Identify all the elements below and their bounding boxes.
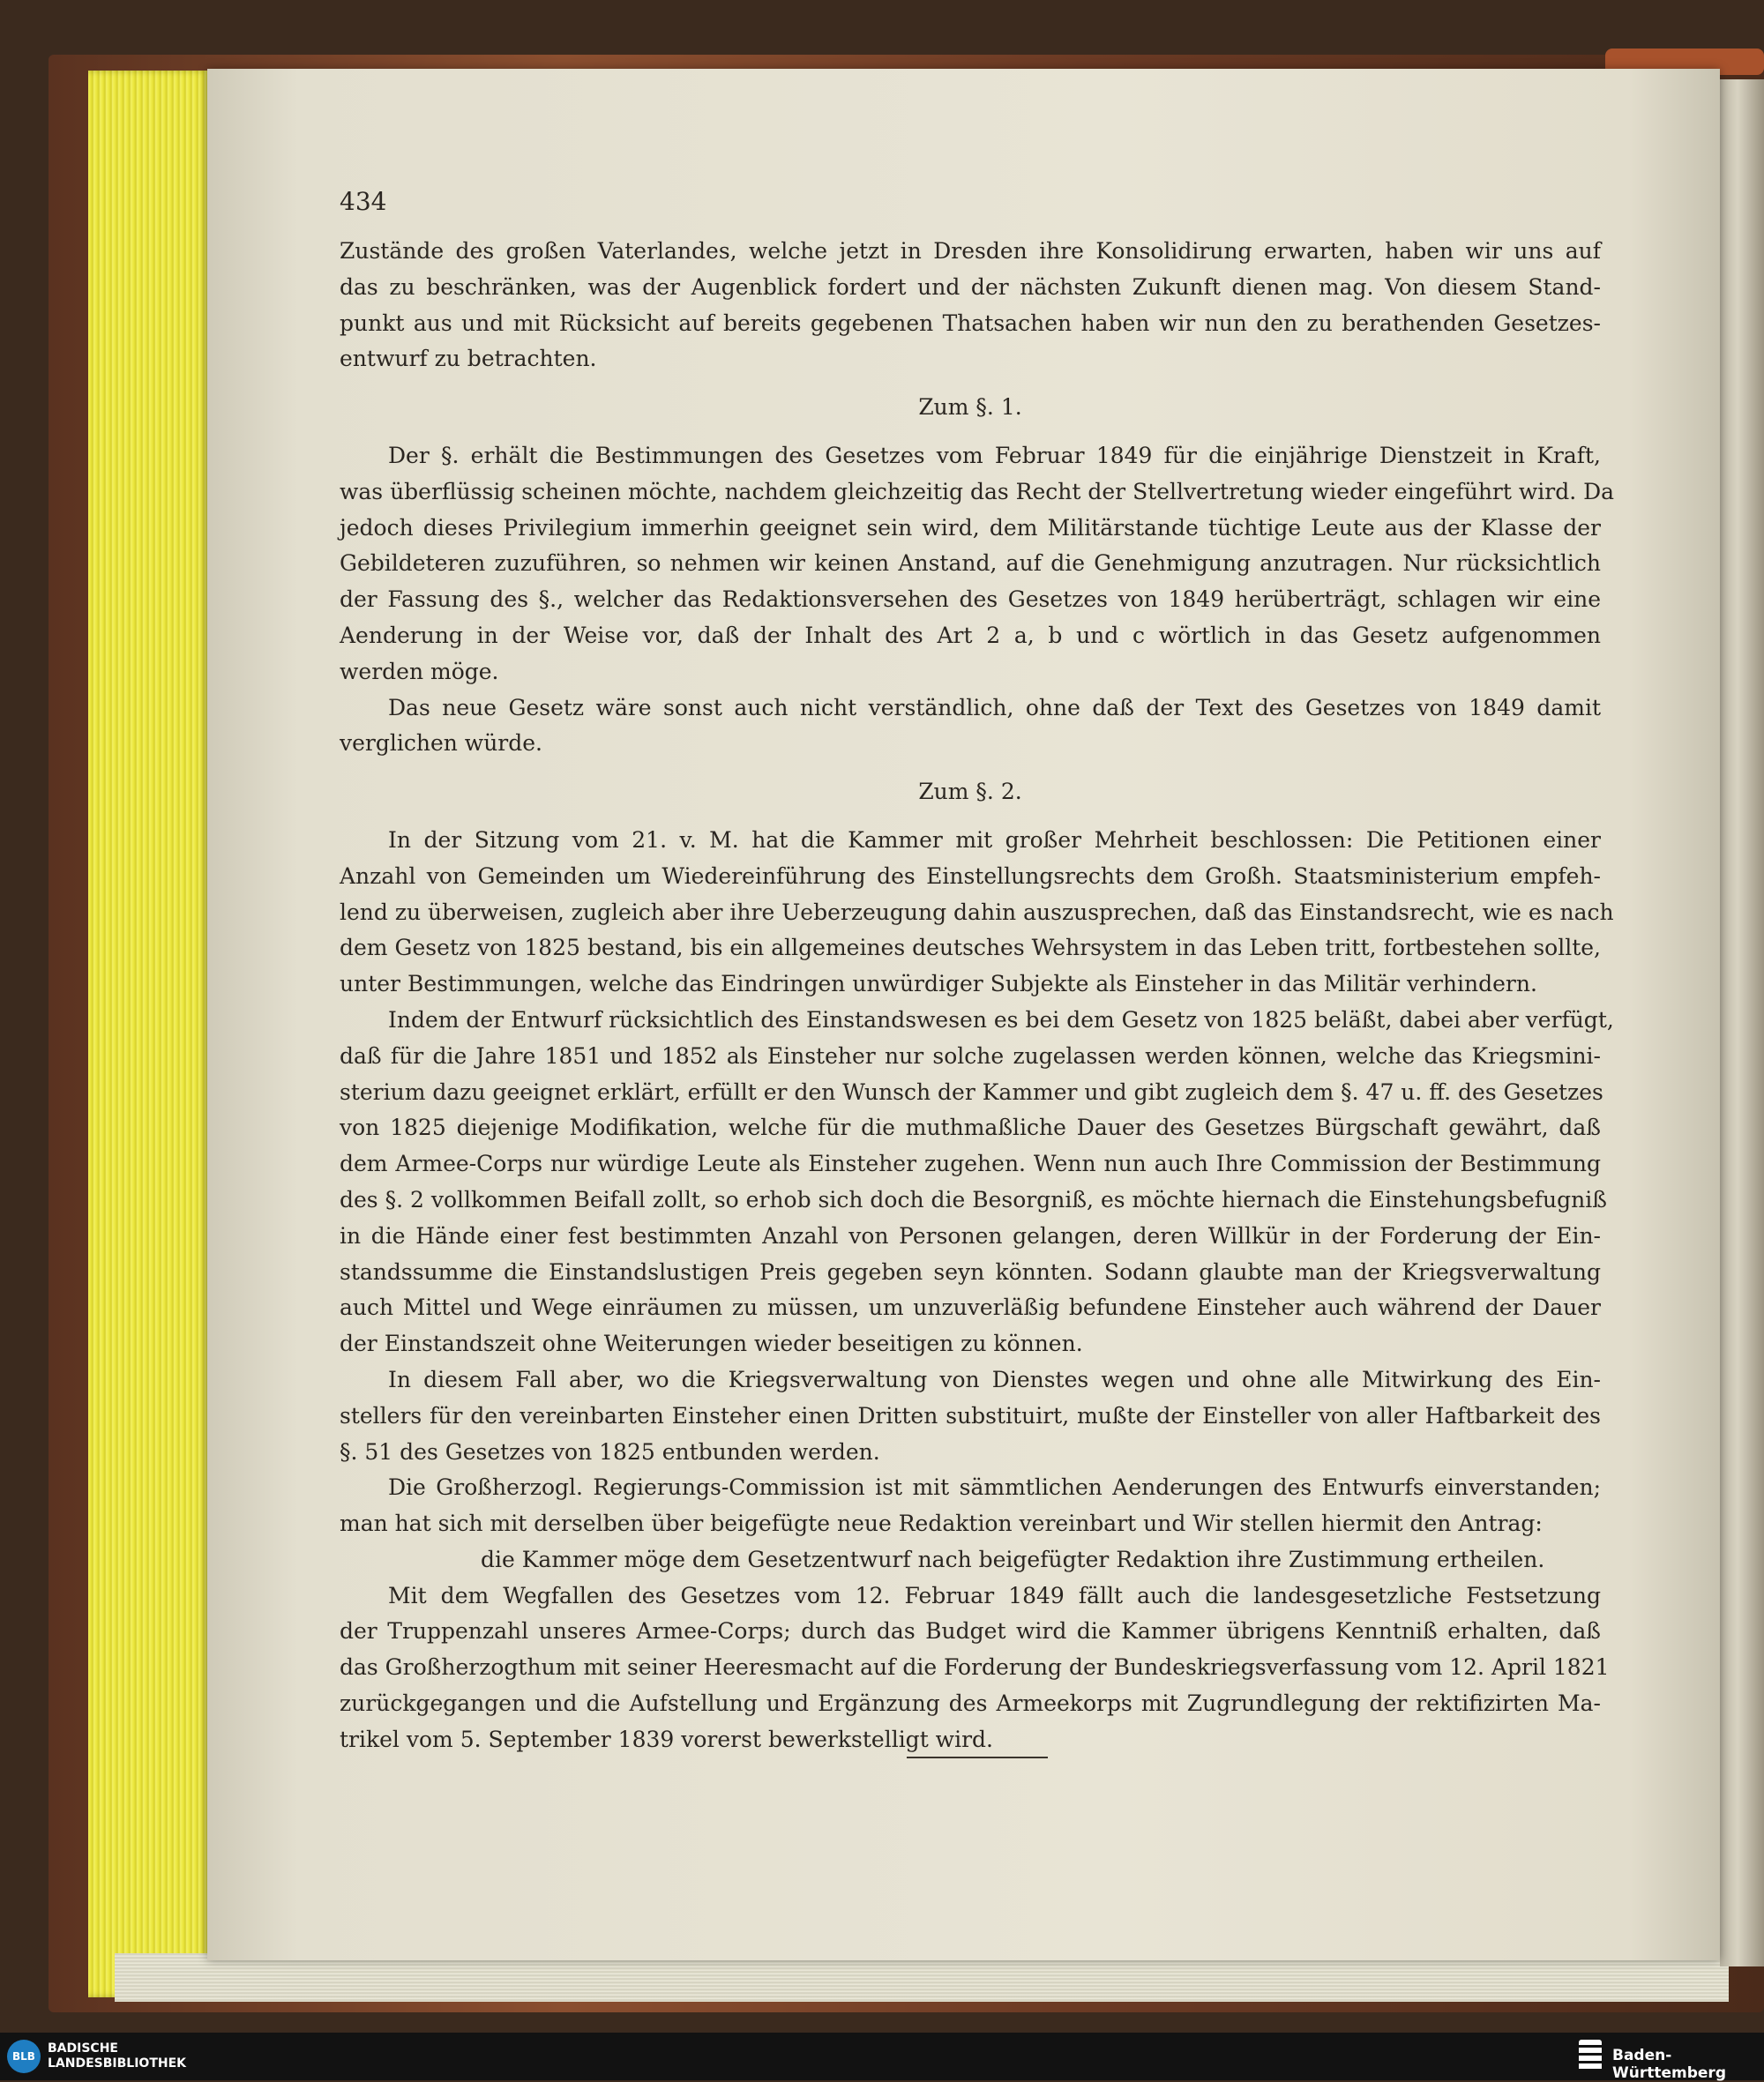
page-body (340, 234, 1615, 1758)
text-line: unter Bestimmungen, welche das Eindringen unwürdiger Subjekte als Einsteher in das Militär verhindern. (340, 971, 1537, 997)
text-line: standssumme die Einstandslustigen Preis gegeben seyn könnten. Sodann glaubte man der Kriegsverwaltung (340, 1258, 1601, 1285)
paragraph (340, 1362, 1601, 1470)
section-end-rule (907, 1757, 1048, 1758)
facing-page-edge (1720, 79, 1764, 1966)
text-line: In der Sitzung vom 21. v. M. hat die Kammer mit großer Mehrheit beschlossen: Die Petitionen einer (388, 826, 1601, 853)
text-line: Indem der Entwurf rücksichtlich des Einstandswesen es bei dem Gesetz von 1825 beläßt, dabei aber verfügt, (388, 1006, 1614, 1033)
text-line: In diesem Fall aber, wo die Kriegsverwaltung von Dienstes wegen und ohne alle Mitwirkung des Ein- (388, 1366, 1601, 1392)
text-line: des §. 2 vollkommen Beifall zollt, so erhob sich doch die Besorgniß, es möchte hiernach die Einstehungsbefugniß (340, 1186, 1607, 1213)
text-line: Die Großherzogl. Regierungs-Commission ist mit sämmtlichen Aenderungen des Entwurfs einverstanden; (388, 1474, 1601, 1501)
paragraph (340, 1003, 1614, 1362)
text-line: §. 51 des Gesetzes von 1825 entbunden werden. (340, 1438, 880, 1465)
spacer (340, 377, 1601, 390)
text-line: entwurf zu betrachten. (340, 346, 597, 372)
library-name-line2: LANDESBIBLIOTHEK (48, 2056, 187, 2071)
footer-bar (0, 2033, 1764, 2080)
page-edges-bottom (115, 1953, 1729, 2002)
text-line: jedoch dieses Privilegium immerhin geeignet sein wird, dem Militärstande tüchtige Leute aus der Klasse der (340, 514, 1601, 541)
paragraph (340, 438, 1615, 690)
paragraph (340, 1470, 1601, 1542)
section-heading: Zum §. 2. (918, 779, 1022, 805)
text-line: trikel vom 5. September 1839 vorerst bewerkstelligt wird. (340, 1726, 993, 1752)
text-line: werden möge. (340, 658, 499, 684)
paragraph (340, 690, 1601, 763)
state-coat-of-arms-icon (1579, 2040, 1602, 2071)
paragraph (340, 1542, 1601, 1578)
spacer (340, 426, 1601, 438)
text-line: zurückgegangen und die Aufstellung und Ergänzung des Armeekorps mit Zugrundlegung der rektifizirten Ma- (340, 1690, 1601, 1717)
blb-logo-icon: BLB (7, 2040, 41, 2073)
text-line: daß für die Jahre 1851 und 1852 als Einsteher nur solche zugelassen werden können, welche das Kriegsmini- (340, 1042, 1601, 1069)
state-name: Baden-Württemberg (1612, 2047, 1726, 2082)
text-line: Zustände des großen Vaterlandes, welche jetzt in Dresden ihre Konsolidirung erwarten, haben wir uns auf (340, 238, 1601, 264)
section-heading: Zum §. 1. (918, 394, 1022, 421)
paragraph (340, 234, 1601, 377)
spacer (340, 810, 1601, 823)
page-number: 434 (340, 187, 387, 216)
text-line: dem Armee-Corps nur würdige Leute als Einsteher zugehen. Wenn nun auch Ihre Commission der Bestimmung (340, 1151, 1601, 1177)
text-line: in die Hände einer fest bestimmten Anzahl von Personen gelangen, deren Willkür in der Forderung der Ein- (340, 1222, 1601, 1249)
text-line: verglichen würde. (340, 730, 543, 757)
text-line: lend zu überweisen, zugleich aber ihre Ueberzeugung dahin auszusprechen, daß das Einstandsrecht, wie es nach (340, 899, 1614, 925)
text-line: Gebildeteren zuzuführen, so nehmen wir keinen Anstand, auf die Genehmigung anzutragen. Nur rücksichtlich (340, 550, 1601, 577)
text-line: der Fassung des §., welcher das Redaktionsversehen des Gesetzes von 1849 herüberträgt, schlagen wir eine (340, 586, 1601, 613)
text-line: der Einstandszeit ohne Weiterungen wieder beseitigen zu können. (340, 1331, 1083, 1357)
text-line: Der §. erhält die Bestimmungen des Gesetzes vom Februar 1849 für die einjährige Dienstzeit in Kraft, (388, 442, 1601, 468)
text-line: was überflüssig scheinen möchte, nachdem gleichzeitig das Recht der Stellvertretung wieder eingeführt wird. Da (340, 478, 1615, 504)
text-line: man hat sich mit derselben über beigefügte neue Redaktion vereinbart und Wir stellen hiermit den Antrag: (340, 1511, 1543, 1537)
text-line: das Großherzogthum mit seiner Heeresmacht auf die Forderung der Bundeskriegsverfassung vom 12. April 1821 (340, 1654, 1610, 1681)
page-edges-left (88, 71, 212, 1997)
library-name-line1: BADISCHE (48, 2041, 118, 2056)
text-line: sterium dazu geeignet erklärt, erfüllt er den Wunsch der Kammer und gibt zugleich dem §. 47 u. ff. des Gesetzes (340, 1078, 1603, 1105)
text-line: die Kammer möge dem Gesetzentwurf nach beigefügter Redaktion ihre Zustimmung ertheilen. (481, 1546, 1545, 1572)
paragraph (340, 823, 1614, 1003)
text-line: dem Gesetz von 1825 bestand, bis ein allgemeines deutsches Wehrsystem in das Leben tritt, fortbestehen sollte, (340, 935, 1601, 961)
text-line: stellers für den vereinbarten Einsteher einen Dritten substituirt, mußte der Einsteller von aller Haftbarkeit des (340, 1402, 1601, 1429)
text-line: auch Mittel und Wege einräumen zu müssen, um unzuverläßig befundene Einsteher auch während der Dauer (340, 1295, 1601, 1321)
text-line: Das neue Gesetz wäre sonst auch nicht verständlich, ohne daß der Text des Gesetzes von 1849 damit (388, 694, 1601, 720)
text-line: der Truppenzahl unseres Armee-Corps; durch das Budget wird die Kammer übrigens Kenntniß erhalten, daß (340, 1618, 1601, 1645)
text-line: Mit dem Wegfallen des Gesetzes vom 12. Februar 1849 fällt auch die landesgesetzliche Festsetzung (388, 1582, 1601, 1608)
text-line: das zu beschränken, was der Augenblick fordert und der nächsten Zukunft dienen mag. Von diesem Stand- (340, 273, 1601, 300)
text-line: punkt aus und mit Rücksicht auf bereits gegebenen Thatsachen haben wir nun den zu berathenden Gesetzes- (340, 310, 1601, 336)
spacer (340, 762, 1601, 774)
library-name (48, 2041, 186, 2071)
paragraph (340, 1578, 1610, 1758)
text-line: Aenderung in der Weise vor, daß der Inhalt des Art 2 a, b und c wörtlich in das Gesetz aufgenommen (340, 622, 1601, 648)
text-line: von 1825 diejenige Modifikation, welche für die muthmaßliche Dauer des Gesetzes Bürgschaft gewährt, daß (340, 1115, 1601, 1141)
text-line: Anzahl von Gemeinden um Wiedereinführung des Einstellungsrechts dem Großh. Staatsministerium empfeh- (340, 862, 1601, 889)
